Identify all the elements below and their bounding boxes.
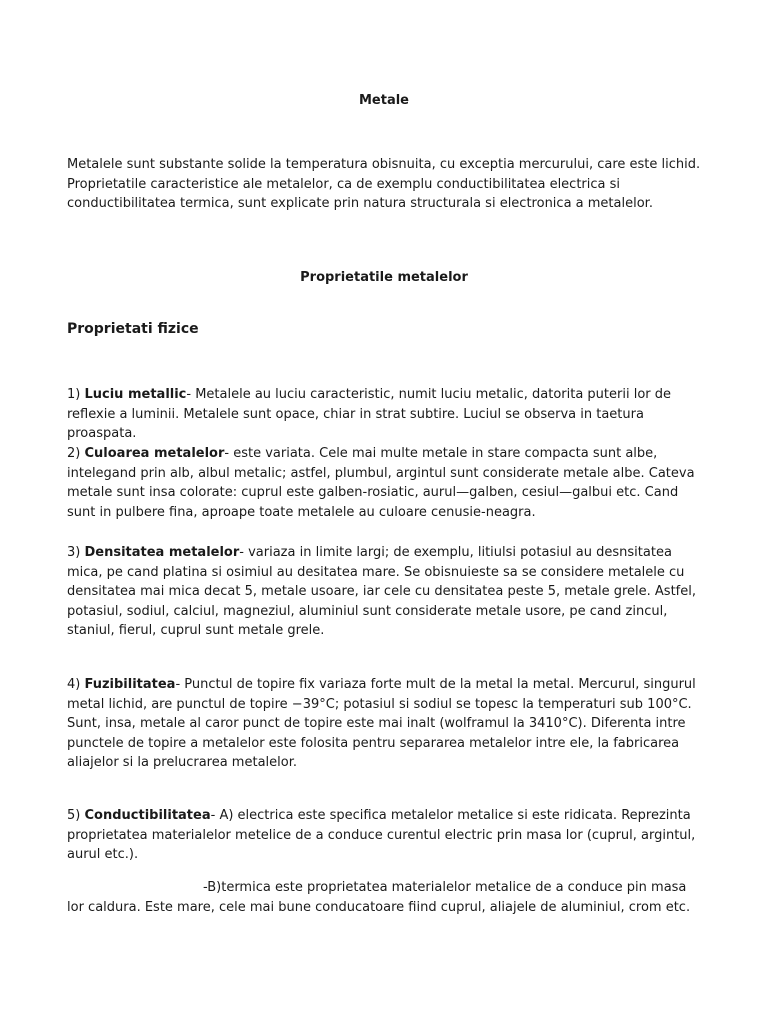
- property-item: [67, 806, 703, 865]
- item-text: - Punctul de topire fix variaza forte mult de la metal la metal. Mercurul, singurul metal lichid, are punctul de topire −39°C; potasiul si sodiul se topesc la temperaturi sub 100°C. Sunt, insa, metale al caror punct de topire este mai inalt (wolframul la 3410°C). Diferenta intre punctele de topire a metalelor este folosita pentru separarea metalelor intre ele, la fabricarea aliajelor si la prelucrarea metalelor.: [67, 677, 696, 770]
- continuation-paragraph: [67, 878, 703, 917]
- subsection-title: Proprietati fizice: [67, 321, 199, 337]
- item-term: Culoarea metalelor: [84, 446, 225, 461]
- item-term: Fuzibilitatea: [84, 677, 176, 692]
- item-number: 5): [67, 808, 85, 823]
- property-item: [67, 444, 703, 522]
- continuation-text: -B)termica este proprietatea materialelor metalice de a conduce pin masa lor caldura. Este mare, cele mai bune conducatoare fiind cuprul, aliajele de aluminiul, crom etc.: [67, 880, 691, 915]
- property-item: [67, 675, 703, 773]
- document-title: Metale: [358, 93, 409, 108]
- item-term: Densitatea metalelor: [84, 545, 240, 560]
- property-item: [67, 385, 703, 444]
- intro-paragraph: Metalele sunt substante solide la temperatura obisnuita, cu exceptia mercurului, care este lichid. Proprietatile caracteristice ale metalelor, ca de exemplu conductibilitatea electrica si conductibilitatea termica, sunt explicate prin natura structurala si electronica a metalelor.: [67, 157, 701, 211]
- item-number: 3): [67, 545, 85, 560]
- section-title: Proprietatile metalelor: [300, 270, 468, 285]
- item-term: Luciu metallic: [84, 387, 187, 402]
- item-text: - Metalele au luciu caracteristic, numit luciu metalic, datorita puterii lor de reflexie a luminii. Metalele sunt opace, chiar in strat subtire. Luciul se observa in taetura proaspata.: [67, 387, 672, 441]
- property-item: [67, 543, 703, 641]
- item-number: 1): [67, 387, 85, 402]
- item-text: - A) electrica este specifica metalelor metalice si este ridicata. Reprezinta proprietatea materialelor metelice de a conduce curentul electric prin masa lor (cuprul, argintul, aurul etc.).: [67, 808, 696, 862]
- item-text: - este variata. Cele mai multe metale in stare compacta sunt albe, intelegand prin alb, albul metalic; astfel, plumbul, argintul sunt considerate metale albe. Cateva metale sunt insa colorate: cuprul este galben-rosiatic, aurul—galben, cesiul—galbui etc. Cand sunt in pulbere fina, aproape toate metalele au culoare cenusie-neagra.: [67, 446, 695, 520]
- item-number: 4): [67, 677, 85, 692]
- item-text: - variaza in limite largi; de exemplu, litiulsi potasiul au desnsitatea mica, pe cand platina si osimiul au desitatea mare. Se obisnuieste sa se considere metalele cu densitatea mai mica decat 5, metale usoare, iar cele cu densitatea peste 5, metale grele. Astfel, potasiul, sodiul, calciul, magneziul, aluminiul sunt considerate metale usore, pe cand zincul, staniul, fierul, cuprul sunt metale grele.: [67, 545, 696, 638]
- item-number: 2): [67, 446, 85, 461]
- item-term: Conductibilitatea: [84, 808, 211, 823]
